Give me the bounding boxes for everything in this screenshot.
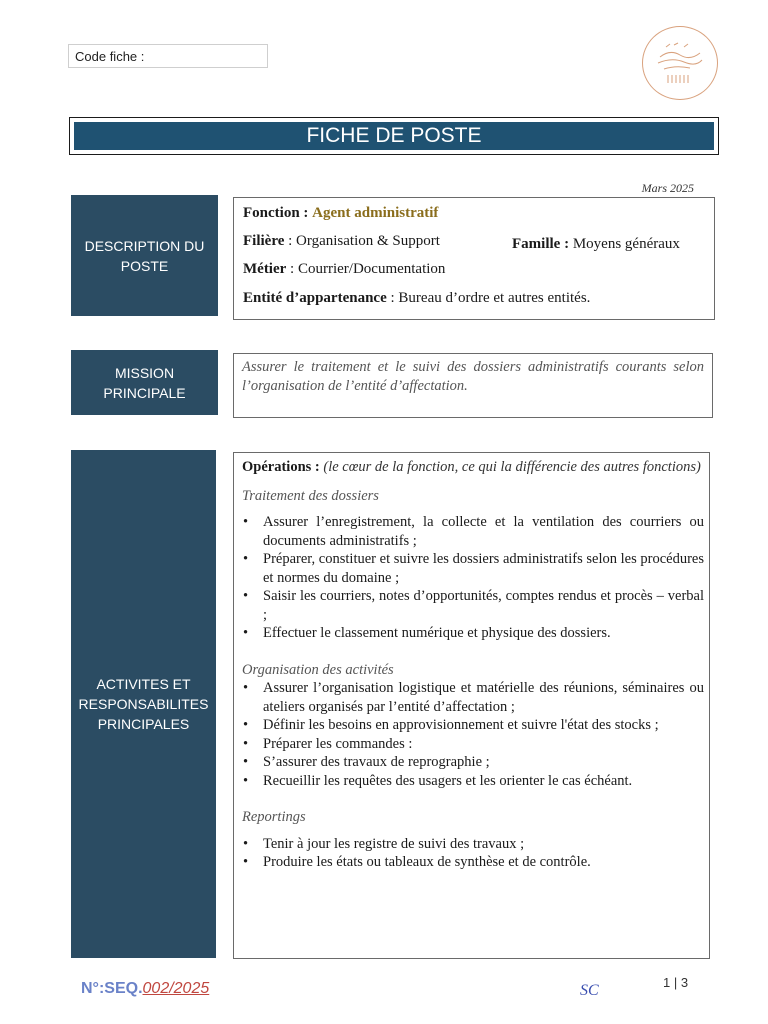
list-item: • Assurer l’enregistrement, la collecte et la ventilation des courriers ou documents administratifs ; [242,513,704,550]
page-number: 1 | 3 [663,975,689,990]
section-label-activities [71,450,216,958]
section-label-line: PRINCIPALE [103,384,186,401]
entite-row [243,290,590,307]
group-title: Organisation des activités [242,661,394,678]
list-item: • Préparer, constituer et suivre les dossiers administratifs selon les procédures et normes du domaine ; [242,550,704,587]
description-box [233,197,715,320]
handwritten-initials: SC [580,982,599,999]
section-label-line: ACTIVITES ET [96,676,191,692]
mission-text: Assurer le traitement et le suivi des dossiers administratifs courants selon l’organisation de l’entité d’affectation. [242,359,704,394]
operations-label: Opérations : [242,459,320,475]
famille-label: Famille : [512,236,570,252]
section-label-mission [71,350,218,415]
famille-row [512,236,680,253]
list-item: • Préparer les commandes : [242,735,704,754]
list-item: • Saisir les courriers, notes d’opportunités, comptes rendus et procès – verbal ; [242,587,704,624]
list-item: • S’assurer des travaux de reprographie ; [242,753,704,772]
list-item: • Définir les besoins en approvisionnement et suivre l'état des stocks ; [242,716,704,735]
filiere-row [243,233,440,250]
filiere-value: : Organisation & Support [288,233,440,249]
code-fiche-label: Code fiche : [75,49,145,64]
section-label-line: MISSION [114,364,175,381]
bullet-list [242,835,704,872]
list-item: • Recueillir les requêtes des usagers et les orienter le cas échéant. [242,772,704,791]
operations-description: (le cœur de la fonction, ce qui la différencie des autres fonctions) [323,459,701,475]
reference-handwritten: 002/2025 [142,980,210,997]
title-frame [69,117,719,155]
entite-value: : Bureau d’ordre et autres entités. [390,290,591,306]
document-reference [81,980,209,998]
bullet-list [242,513,704,643]
famille-value: Moyens généraux [572,236,680,252]
group-title: Reportings [242,809,306,825]
metier-label: Métier [243,261,287,277]
list-item: • Produire les états ou tableaux de synthèse et de contrôle. [242,853,704,872]
section-label-description [71,195,218,316]
fonction-label: Fonction : [243,205,309,221]
section-label-line: PRINCIPALES [97,716,190,732]
list-item: • Tenir à jour les registre de suivi des travaux ; [242,835,704,854]
group-title: Traitement des dossiers [242,487,379,504]
section-label-line: POSTE [120,257,169,274]
mission-box [233,353,713,418]
fonction-row [243,205,438,222]
operations-heading [242,458,704,477]
list-item: • Effectuer le classement numérique et physique des dossiers. [242,624,704,643]
section-label-line: RESPONSABILITES [78,696,209,712]
entite-label: Entité d’appartenance [243,290,387,306]
page-title: FICHE DE POSTE [74,122,714,150]
activities-box [233,452,710,959]
metier-value: : Courrier/Documentation [290,261,446,277]
reference-prefix: N°:SEQ. [81,980,143,997]
company-seal-icon [642,26,718,100]
filiere-label: Filière [243,233,285,249]
code-fiche-field [68,44,268,68]
fonction-value: Agent administratif [312,205,439,221]
section-label-line: DESCRIPTION DU [84,237,205,254]
document-date: Mars 2025 [641,181,694,195]
activities-content [242,458,704,872]
list-item: • Assurer l’organisation logistique et matérielle des réunions, séminaires ou ateliers organisés par l’entité d’affectation ; [242,679,704,716]
metier-row [243,261,445,278]
bullet-list [242,679,704,790]
